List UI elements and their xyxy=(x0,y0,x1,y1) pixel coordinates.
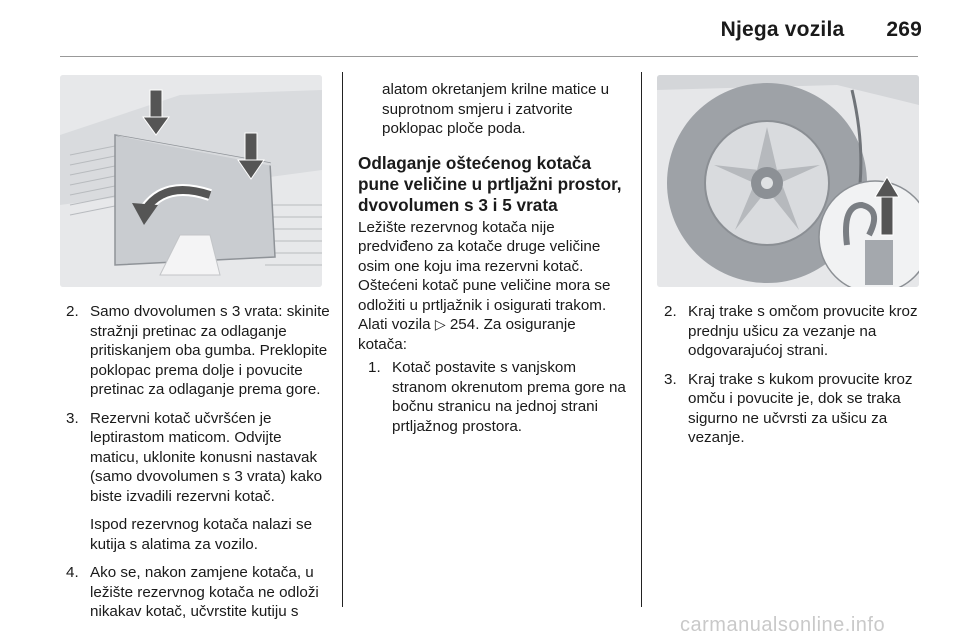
step-text: Kraj trake s omčom provucite kroz prednju ušicu za vezanje na odgovarajućoj strani. xyxy=(688,303,918,359)
paragraph-line: osim one koju ima rezervni kotač. xyxy=(358,257,584,275)
reference-arrow-icon[interactable]: ▷ xyxy=(434,316,446,332)
step-number: 3. xyxy=(664,370,677,388)
middle-steps-list xyxy=(358,358,628,436)
storage-compartment-figure xyxy=(60,75,322,287)
step-number: 2. xyxy=(664,303,677,320)
list-item xyxy=(368,358,628,436)
right-column xyxy=(664,302,926,457)
continuation-text: alatom okretanjem krilne matice u suprotnom smjeru i zatvorite poklopac ploče poda. xyxy=(382,81,610,137)
reference-page-link[interactable]: 254 xyxy=(449,316,476,333)
step-text: Rezervni kotač učvršćen je leptirastom maticom. Odvijte maticu, uklonite konusni nastavak (samo dvovolumen s 3 vrata) kako biste izvadili rezervni kotač. xyxy=(90,409,323,505)
left-column xyxy=(66,302,331,631)
storage-compartment-illustration xyxy=(60,75,322,287)
reference-suffix: . Za osiguranje xyxy=(475,316,576,333)
list-item xyxy=(664,302,926,361)
left-steps-list xyxy=(66,302,331,622)
step-number: 1. xyxy=(368,359,381,376)
reference-prefix: Alati vozila xyxy=(358,316,431,333)
list-item xyxy=(66,302,331,400)
paragraph-line: odložiti u prtljažnik i osigurati trakom. xyxy=(358,296,607,314)
middle-column xyxy=(358,80,628,445)
watermark: carmanualsonline.info xyxy=(680,614,886,636)
step-number: 3. xyxy=(66,409,79,427)
step-text: Samo dvovolumen s 3 vrata: skinite stražnji pretinac za odlaganje pritiskanjem oba gumba. Preklopite poklopac prema dolje i povucite pretinac za odlaganje prema gore. xyxy=(90,303,330,398)
step-number: 4. xyxy=(66,564,79,581)
chapter-title: Njega vozila xyxy=(720,18,845,41)
list-item xyxy=(66,563,331,622)
spare-wheel-illustration xyxy=(657,75,919,287)
paragraph-line: kotača: xyxy=(358,335,407,353)
section-heading: Odlaganje oštećenog kotača pune veličine u prtljažni prostor, dvovolumen s 3 i 5 vrata xyxy=(358,152,622,215)
column-separator-left xyxy=(342,72,343,607)
step-text: Kotač postavite s vanjskom stranom okrenutom prema gore na bočnu stranicu na jednoj strani prtljažnog prostora. xyxy=(392,359,626,435)
column-separator-right xyxy=(641,72,642,607)
list-item xyxy=(66,409,331,507)
section-paragraph xyxy=(358,218,628,355)
spare-wheel-figure xyxy=(657,75,919,287)
paragraph-line: Ležište rezervnog kotača nije xyxy=(358,218,555,236)
page-number: 269 xyxy=(886,18,922,41)
header-rule xyxy=(60,56,918,57)
paragraph-line: Oštećeni kotač pune veličine mora se xyxy=(358,277,611,294)
paragraph-line: predviđeno za kotače druge veličine xyxy=(358,238,601,255)
list-item xyxy=(664,370,926,448)
step-text: Ako se, nakon zamjene kotača, u ležište rezervnog kotača ne odloži nikakav kotač, učvrstite kutiju s xyxy=(90,564,319,620)
reference-line xyxy=(358,315,628,335)
step-note: Ispod rezervnog kotača nalazi se kutija s alatima za vozilo. xyxy=(90,516,313,553)
right-steps-list xyxy=(664,302,926,448)
step-number: 2. xyxy=(66,303,79,320)
step-text: Kraj trake s kukom provucite kroz omču i povucite je, dok se traka sigurno ne učvrsti za ušicu za vezanje. xyxy=(688,370,913,446)
page-header xyxy=(721,18,922,42)
